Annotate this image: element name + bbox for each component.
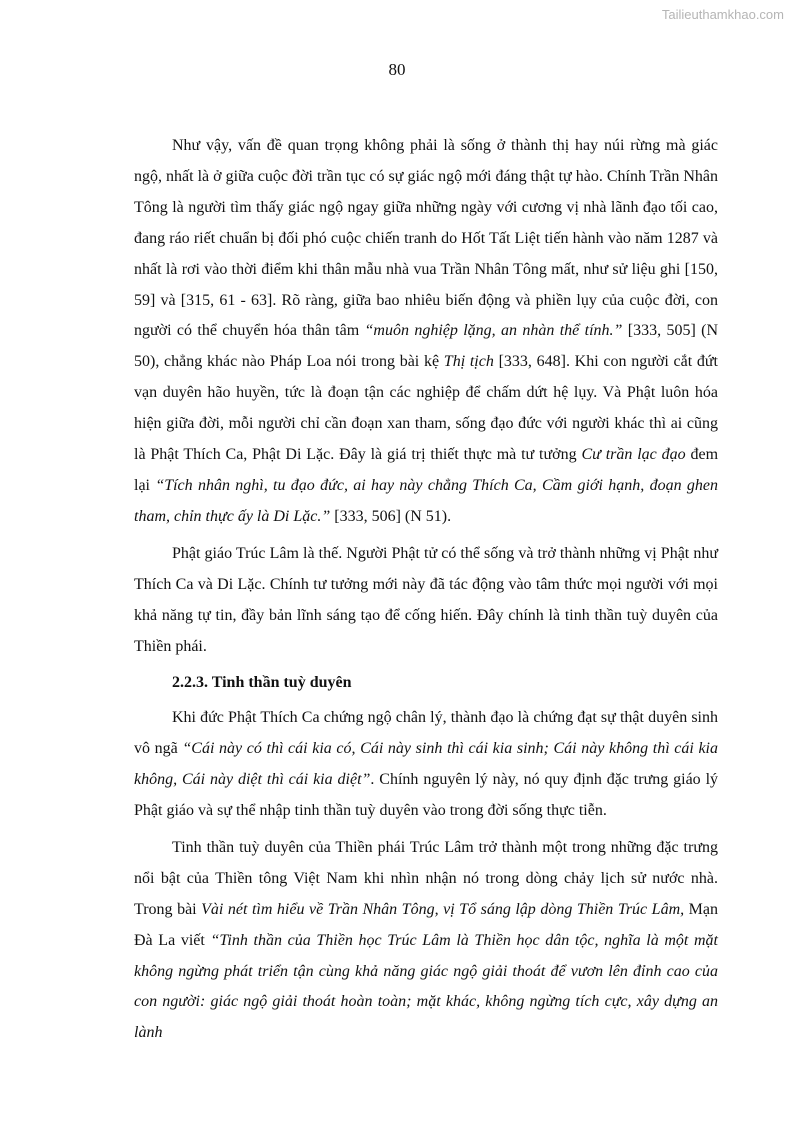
work-title: Thị tịch bbox=[443, 353, 494, 371]
text-span: . Chính nguyên lý này, nó quy định đặc trưng giáo lý Phật giáo và sự thể nhập tinh thần tuỳ duyên vào trong đời sống thực tiễn. bbox=[134, 771, 719, 820]
page-number: 80 bbox=[388, 60, 406, 79]
quote-text: “Tích nhân nghì, tu đạo đức, ai hay này chẳng Thích Ca, Cầm giới hạnh, đoạn ghen tham, chỉn thực ấy là Di Lặc.” bbox=[134, 476, 718, 525]
quote-text: “Cái này có thì cái kia có, Cái này sinh thì cái kia sinh; Cái này không thì cái kia không, Cái này diệt thì cái kia diệt” bbox=[134, 740, 719, 789]
text-span: Như vậy, vấn đề quan trọng không phải là sống ở thành thị hay núi rừng mà giác ngộ, nhất là ở giữa cuộc đời trần tục có sự giác ngộ mới đáng thật tự hào. Chính Trần Nhân Tông là người tìm thấy giác ngộ ngay giữa những ngày với cương vị nhà lãnh đạo tối cao, đang ráo riết chuẩn bị đối phó cuộc chiến tranh do Hốt Tất Liệt tiến hành vào năm 1287 và nhất là rơi vào thời điểm khi thân mẫu nhà vua Trần Nhân Tông mất, như sử liệu ghi [150, 59] và [315, 61 - 63]. Rõ ràng, giữa bao nhiêu biến động và phiền lụy của cuộc đời, con người có thể chuyển hóa thân tâm bbox=[134, 137, 718, 340]
work-title: Cư trần lạc đạo bbox=[581, 446, 686, 464]
quote-text: “muôn nghiệp lặng, an nhàn thể tính.” bbox=[364, 322, 623, 340]
text-span: Mạn Đà La viết bbox=[134, 900, 718, 949]
document-body bbox=[134, 131, 718, 1055]
watermark: Tailieuthamkhao.com bbox=[661, 7, 784, 22]
text-span: đem lại bbox=[134, 446, 719, 494]
paragraph-3 bbox=[134, 703, 718, 827]
text-span: Tinh thần tuỳ duyên của Thiền phái Trúc Lâm trở thành một trong những đặc trưng nổi bật của Thiền tông Việt Nam khi nhìn nhận nó trong dòng chảy lịch sử nước nhà. Trong bài bbox=[134, 838, 718, 918]
text-span: [333, 648]. Khi con người cắt đứt vạn duyên hão huyền, tức là đoạn tận các nghiệp để chấm dứt hệ lụy. Và Phật luôn hóa hiện giữa đời, mỗi người chỉ cần đoạn xan tham, sống đạo đức với người khác thì ai cũng là Phật Thích Ca, Phật Di Lặc. Đây là giá trị thiết thực mà tư tưởng bbox=[134, 353, 719, 464]
quote-text: “Tinh thần của Thiền học Trúc Lâm là Thiền học dân tộc, nghĩa là một mặt không ngừng phát triển tận cùng khả năng giác ngộ giải thoát để vươn lên đỉnh cao của con người: giác ngộ giải thoát hoàn toàn; mặt khác, không ngừng tích cực, xây dựng an lành bbox=[134, 931, 718, 1042]
paragraph-4 bbox=[134, 833, 718, 1049]
text-span: [333, 505] (N 50), chẳng khác nào Pháp Loa nói trong bài kệ bbox=[134, 322, 719, 371]
paragraph-2: Phật giáo Trúc Lâm là thế. Người Phật tử có thể sống và trở thành những vị Phật như Thích Ca và Di Lặc. Chính tư tưởng mới này đã tác động vào tâm thức mọi người với mọi khả năng tự tin, đầy bản lĩnh sáng tạo để cống hiến. Đây chính là tinh thần tuỳ duyên của Thiền phái. bbox=[134, 544, 718, 655]
text-span: [333, 506] (N 51). bbox=[330, 507, 452, 525]
section-heading: 2.2.3. Tinh thần tuỳ duyên bbox=[172, 674, 352, 692]
text-span: Khi đức Phật Thích Ca chứng ngộ chân lý, thành đạo là chứng đạt sự thật duyên sinh vô ngã bbox=[134, 709, 718, 758]
work-title: Vài nét tìm hiểu về Trần Nhân Tông, vị Tổ sáng lập dòng Thiền Trúc Lâm, bbox=[201, 900, 685, 918]
paragraph-1 bbox=[134, 131, 718, 533]
